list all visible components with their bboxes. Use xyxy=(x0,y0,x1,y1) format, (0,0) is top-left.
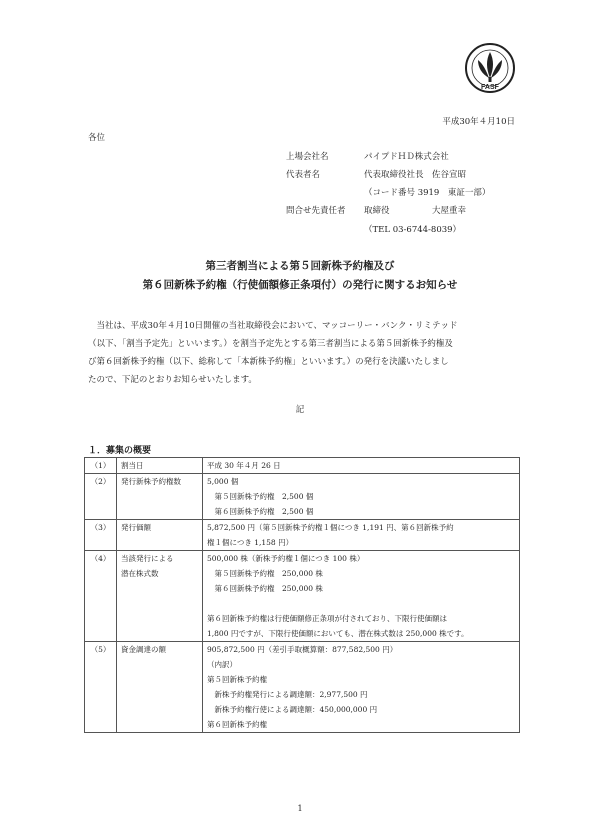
row-label-line: 当該発行による xyxy=(121,554,174,563)
document-title-line1: 第三者割当による第５回新株予約権及び xyxy=(205,260,395,272)
row-number: （1） xyxy=(85,458,117,474)
body-line: たので、下記のとおりお知らせいたします。 xyxy=(88,375,257,385)
row-label xyxy=(117,642,203,733)
row-label-line: 割当日 xyxy=(121,461,144,470)
row-content-line: 第５回新株予約権 250,000 株 xyxy=(207,569,323,578)
row-label xyxy=(117,551,203,642)
table-row xyxy=(85,551,520,642)
row-label xyxy=(117,520,203,551)
row-label-line: 発行価額 xyxy=(121,523,151,532)
row-label-line: 発行新株予約権数 xyxy=(121,477,181,486)
section-heading: １．募集の概要 xyxy=(88,446,152,456)
representative-value: 代表取締役社長 佐谷宣昭 xyxy=(364,170,467,180)
body-line: 当社は、平成30年４月10日開催の当社取締役会において、マッコーリー・バンク・リミテッド xyxy=(88,321,458,331)
row-content-line: 第５回新株予約権 2,500 個 xyxy=(207,492,314,501)
contact-phone: （TEL 03-6744-8039） xyxy=(364,225,462,235)
row-label-line: 資金調達の額 xyxy=(121,645,166,654)
contact-label: 問合せ先責任者 xyxy=(286,206,346,216)
row-content-line: （内訳） xyxy=(207,660,237,669)
svg-text:FASF: FASF xyxy=(481,84,499,91)
table-row xyxy=(85,458,520,474)
stock-code: （コード番号 3919 東証一部） xyxy=(364,188,491,198)
row-content-line: 1,800 円ですが、下限行使価額においても、潜在株式数は 250,000 株です。 xyxy=(207,629,469,638)
body-line: （以下、「割当予定先」といいます。）を割当予定先とする第三者割当による第５回新株予約権及 xyxy=(88,339,453,349)
company-name-label: 上場会社名 xyxy=(286,152,329,162)
document-title-line2: 第６回新株予約権（行使価額修正条項付）の発行に関するお知らせ xyxy=(142,279,458,291)
row-content-line: 第６回新株予約権 xyxy=(207,720,267,729)
row-content-line: 5,000 個 xyxy=(207,477,239,486)
addressee: 各位 xyxy=(88,133,106,143)
row-content-line: 権１個につき 1,158 円） xyxy=(207,538,294,547)
row-content xyxy=(203,458,520,474)
table-row xyxy=(85,520,520,551)
fasf-logo xyxy=(464,42,516,102)
row-content-line: 第６回新株予約権 2,500 個 xyxy=(207,507,314,516)
row-content-line: 905,872,500 円（差引手取概算額：877,582,500 円） xyxy=(207,645,398,654)
row-content xyxy=(203,474,520,520)
row-label xyxy=(117,458,203,474)
row-content-line: 第６回新株予約権は行使価額修正条項が付されており、下限行使価額は xyxy=(207,614,447,623)
row-content-line: 平成 30 年４月 26 日 xyxy=(207,461,281,470)
representative-label: 代表者名 xyxy=(286,170,321,180)
row-content-line: 新株予約権行使による調達額：450,000,000 円 xyxy=(207,705,378,714)
row-content-line: 500,000 株（新株予約権１個につき 100 株） xyxy=(207,554,365,563)
row-number: （4） xyxy=(85,551,117,642)
contact-value: 取締役 大屋重幸 xyxy=(364,206,467,216)
row-number: （3） xyxy=(85,520,117,551)
row-content-line xyxy=(207,598,515,609)
table-row xyxy=(85,474,520,520)
row-content xyxy=(203,551,520,642)
row-number: （2） xyxy=(85,474,117,520)
row-content-line: 5,872,500 円（第５回新株予約権１個につき 1,191 円、第６回新株予約 xyxy=(207,523,454,532)
page-number: 1 xyxy=(297,804,303,813)
row-content-line: 第５回新株予約権 xyxy=(207,675,267,684)
body-line: び第６回新株予約権（以下、総称して「本新株予約権」といいます。）の発行を決議いたしまし xyxy=(88,357,449,367)
row-content xyxy=(203,642,520,733)
fasf-seal-icon xyxy=(464,42,516,102)
row-content-line: 第６回新株予約権 250,000 株 xyxy=(207,584,323,593)
ki-marker: 記 xyxy=(295,405,305,415)
company-name-value: パイプドＨＤ株式会社 xyxy=(364,152,449,162)
summary-table xyxy=(84,457,520,733)
document-date: 平成30年４月10日 xyxy=(442,117,515,127)
table-row xyxy=(85,642,520,733)
row-number: （5） xyxy=(85,642,117,733)
row-content xyxy=(203,520,520,551)
row-content-line: 新株予約権発行による調達額：2,977,500 円 xyxy=(207,690,368,699)
row-label xyxy=(117,474,203,520)
row-label-line: 潜在株式数 xyxy=(121,569,159,578)
